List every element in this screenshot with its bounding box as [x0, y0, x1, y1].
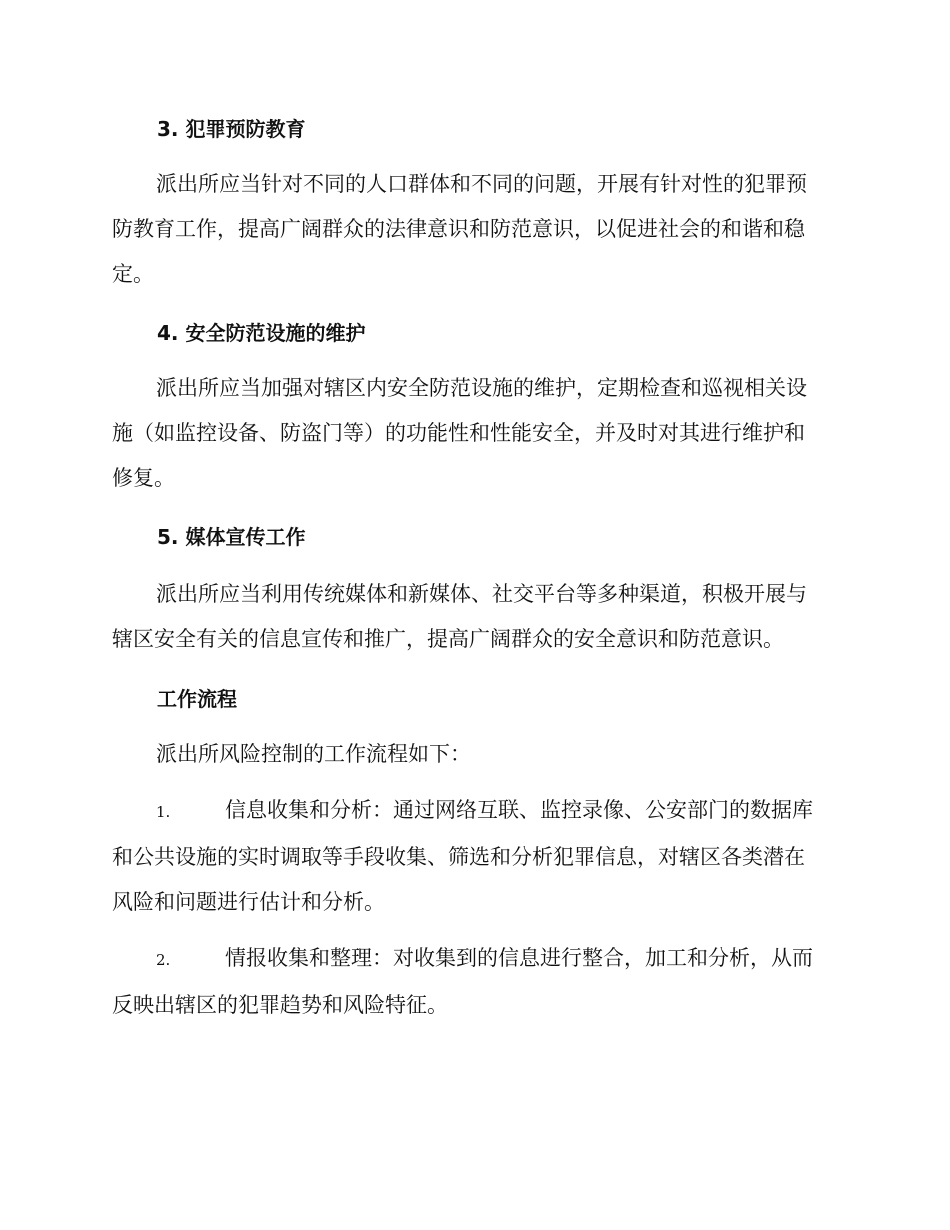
section-body-media-publicity	[112, 572, 838, 662]
section-heading-facility-maintenance: 4. 安全防范设施的维护	[157, 321, 366, 345]
list-item-text: 情报收集和整理：对收集到的信息进行整合，加工和分析，从而 反映出辖区的犯罪趋势和风险特征。	[112, 946, 813, 1017]
workflow-intro	[112, 732, 838, 777]
list-number: 1.	[156, 803, 171, 821]
section-body-text: 派出所应当加强对辖区内安全防范设施的维护，定期检查和巡视相关设 施（如监控设备、防盗门等）的功能性和性能安全，并及时对其进行维护和 修复。	[112, 376, 807, 490]
list-item-text: 信息收集和分析：通过网络互联、监控录像、公安部门的数据库 和公共设施的实时调取等手段收集、筛选和分析犯罪信息，对辖区各类潜在 风险和问题进行估计和分析。	[112, 798, 813, 914]
workflow-heading: 工作流程	[157, 687, 237, 711]
workflow-list-item	[112, 936, 838, 1028]
section-body-facility-maintenance	[112, 366, 838, 501]
section-heading-crime-prevention: 3. 犯罪预防教育	[157, 117, 306, 141]
list-number: 2.	[156, 951, 171, 969]
workflow-intro-text: 派出所风险控制的工作流程如下：	[156, 742, 471, 766]
workflow-list-item	[112, 788, 838, 925]
section-body-text: 派出所应当针对不同的人口群体和不同的问题，开展有针对性的犯罪预 防教育工作，提高广阔群众的法律意识和防范意识，以促进社会的和谐和稳 定。	[112, 172, 807, 286]
section-heading-media-publicity: 5. 媒体宣传工作	[157, 525, 306, 549]
section-body-crime-prevention	[112, 162, 838, 297]
section-body-text: 派出所应当利用传统媒体和新媒体、社交平台等多种渠道，积极开展与 辖区安全有关的信息宣传和推广，提高广阔群众的安全意识和防范意识。	[112, 582, 807, 651]
